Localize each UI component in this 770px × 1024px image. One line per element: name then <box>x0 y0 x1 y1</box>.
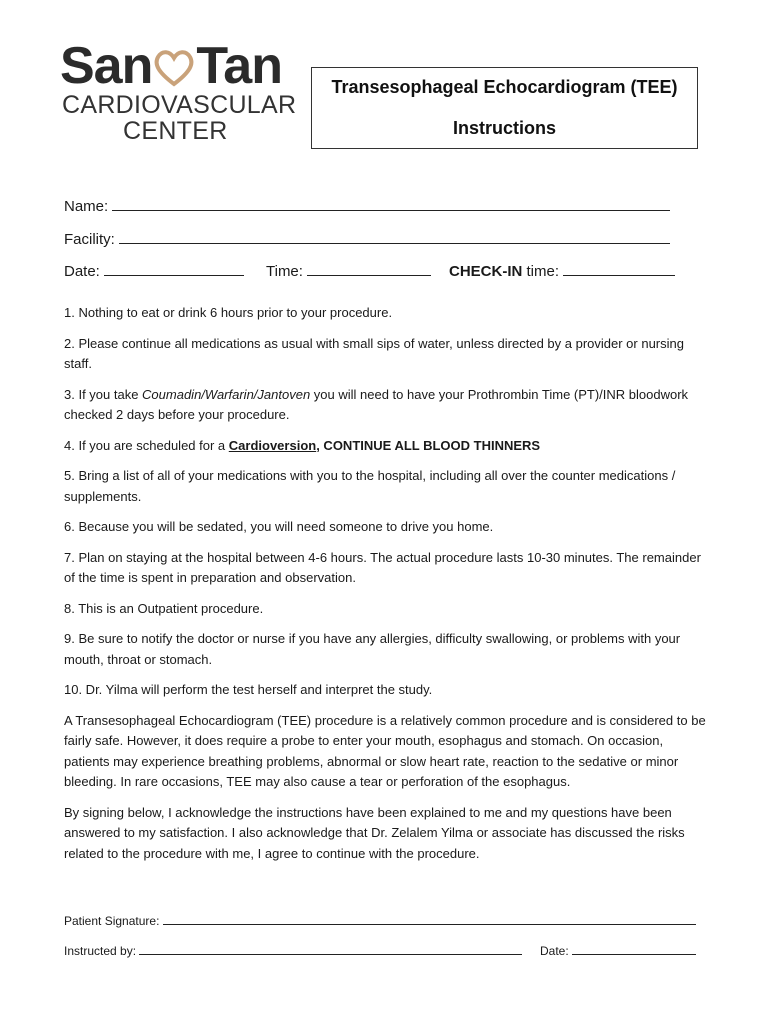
facility-field[interactable] <box>64 229 670 248</box>
signature-date-blank[interactable] <box>572 943 696 955</box>
logo-word-left: San <box>60 37 153 95</box>
instruction-item-1: 1. Nothing to eat or drink 6 hours prior to your procedure. <box>64 305 393 320</box>
date-blank[interactable] <box>104 261 244 276</box>
name-blank[interactable] <box>112 196 670 211</box>
document-subtitle: Instructions <box>452 118 556 138</box>
instruction-item-3 <box>64 385 712 426</box>
instruction-4-cardioversion: Cardioversion <box>228 437 317 453</box>
instructed-by-label: Instructed by: <box>64 944 137 958</box>
instruction-item-7: 7. Plan on staying at the hospital between 4-6 hours. The actual procedure lasts 10-30 minutes. The remainder of the time is spent in preparation and observation. <box>64 549 701 585</box>
checkin-label-bold: CHECK-IN <box>449 263 523 280</box>
instructed-by-blank[interactable] <box>139 943 522 955</box>
document-title-box <box>311 67 698 149</box>
instruction-3-drug-names: Coumadin/Warfarin/Jantoven <box>142 386 311 402</box>
name-field[interactable] <box>64 196 670 215</box>
logo-subtitle-line2: CENTER <box>123 117 228 145</box>
instruction-item-9: 9. Be sure to notify the doctor or nurse if you have any allergies, difficulty swallowing, or problems with your mouth, throat or stomach. <box>64 631 681 667</box>
time-blank[interactable] <box>307 261 431 276</box>
checkin-time-field[interactable] <box>449 261 675 280</box>
patient-signature-field[interactable] <box>64 913 696 928</box>
instruction-item-4 <box>64 436 712 457</box>
instructed-by-field[interactable] <box>64 943 522 958</box>
document-title: Transesophageal Echocardiogram (TEE) <box>331 77 678 97</box>
date-field[interactable] <box>64 261 244 280</box>
time-label: Time: <box>266 263 303 280</box>
instruction-4-text-a: 4. If you are scheduled for a <box>64 437 229 453</box>
name-label: Name: <box>64 198 109 215</box>
instruction-item-10: 10. Dr. Yilma will perform the test herself and interpret the study. <box>64 682 433 697</box>
instruction-3-text-b: you will need to have your Prothrombin Time (PT)/INR bloodwork checked 2 days before your procedure. <box>64 386 689 422</box>
instruction-item-8: 8. This is an Outpatient procedure. <box>64 600 264 616</box>
logo-wordmark <box>60 37 282 95</box>
time-field[interactable] <box>266 261 431 280</box>
heart-icon <box>152 40 196 90</box>
patient-signature-label: Patient Signature: <box>64 914 160 928</box>
instruction-3-text-a: 3. If you take <box>64 386 143 402</box>
tee-risk-paragraph: A Transesophageal Echocardiogram (TEE) procedure is a relatively common procedure and is considered to be fairly safe. However, it does require a probe to enter your mouth, esophagus and stomach. On occasion, patients may experience breathing problems, abnormal or slow heart rate, reaction to the sedative or minor bleeding. In rare occasions, TEE may also cause a tear or perforation of the esophagus. <box>64 712 706 789</box>
checkin-blank[interactable] <box>563 261 675 276</box>
instruction-4-text-b: , CONTINUE ALL BLOOD THINNERS <box>316 437 541 453</box>
patient-signature-blank[interactable] <box>163 913 696 925</box>
consent-paragraph: By signing below, I acknowledge the instructions have been explained to me and my questions have been answered to my satisfaction. I also acknowledge that Dr. Zelalem Yilma or associate has discussed the risks related to the procedure with me, I agree to continue with the procedure. <box>64 804 685 861</box>
instructions-list <box>64 303 712 874</box>
signature-date-label: Date: <box>540 944 569 958</box>
instruction-item-2: 2. Please continue all medications as usual with small sips of water, unless directed by a provider or nursing staff. <box>64 335 684 371</box>
logo-word-right: Tan <box>196 37 282 95</box>
checkin-label: time: <box>526 263 560 280</box>
signature-date-field[interactable] <box>540 943 696 958</box>
instruction-item-5: 5. Bring a list of all of your medications with you to the hospital, including all over the counter medications / supplements. <box>64 468 676 504</box>
instruction-item-6: 6. Because you will be sedated, you will need someone to drive you home. <box>64 519 494 534</box>
logo-subtitle-line1: CARDIOVASCULAR <box>62 91 297 119</box>
facility-blank[interactable] <box>119 229 670 244</box>
date-label: Date: <box>64 263 100 280</box>
facility-label: Facility: <box>64 231 115 248</box>
logo <box>60 37 297 145</box>
